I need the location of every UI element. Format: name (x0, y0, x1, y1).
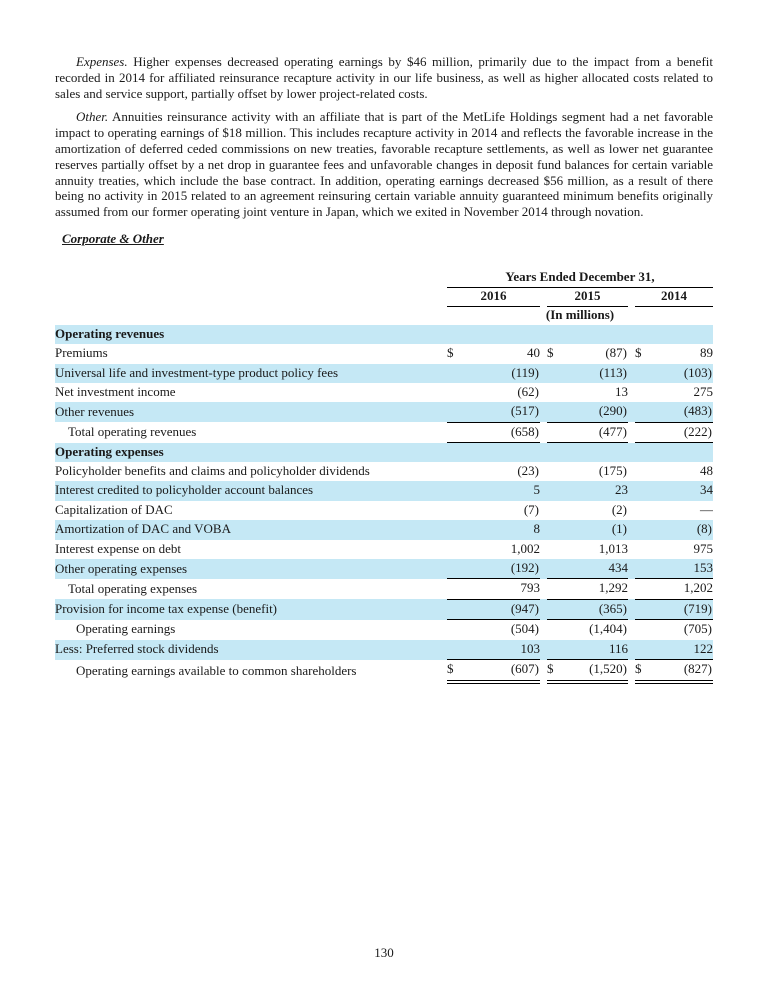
table-row: Other operating expenses (192) 434 153 (55, 559, 713, 579)
paragraph-expenses (55, 54, 713, 101)
column-header-2014: 2014 (635, 287, 713, 306)
section-heading: Corporate & Other (62, 230, 164, 246)
dollar-sign: $ (447, 345, 454, 361)
table-header-units-row (55, 306, 713, 324)
paragraph-lead-word: Other. (76, 109, 109, 125)
column-header-2015: 2015 (547, 287, 628, 306)
table-row: Interest expense on debt 1,002 1,013 975 (55, 540, 713, 556)
table-header-title-row (55, 269, 713, 287)
table-header-years-row (55, 287, 713, 306)
table-row: Universal life and investment-type product policy fees (119) (113) (103) (55, 364, 713, 383)
table-row: Operating revenues (55, 325, 713, 344)
table-row-total: Total operating expenses 793 1,292 1,202 (55, 579, 713, 599)
page-number: 130 (374, 945, 394, 960)
dollar-sign: $ (447, 660, 469, 682)
table-row: Operating earnings (504) (1,404) (705) (76, 621, 712, 637)
paragraph-other (55, 109, 713, 220)
dollar-sign: $ (547, 660, 567, 682)
paragraph-text: Annuities reinsurance activity with an affiliate that is part of the MetLife Holdings segment had a net favorable impact to operating earnings of $18 million. This includes recapture activity in 2014 and reflects the favorable increase in the amortization of deferred ceded commissions on new treaties, favorable recapture settlements, as well as lower net guarantee reserves partially offset by a net drop in guarantee fees and unfavorable changes in deposit fund balances for certain variable annuity treaties, which include the base contract. In addition, operating earnings decreased $56 million, as a result of there being no activity in 2015 related to an agreement reinsuring certain variable annuity guaranteed minimum benefits originally assumed from our former operating joint venture in Japan, which we exited in November 2014 through novation. (55, 109, 713, 220)
financial-table (55, 269, 713, 684)
table-row: Net investment income (62) 13 275 (55, 383, 713, 399)
table-units-label: (In millions) (545, 306, 615, 322)
table-row: Operating expenses (55, 443, 713, 462)
table-header-title: Years Ended December 31, (447, 269, 713, 287)
dollar-sign: $ (635, 345, 642, 361)
table-row: Less: Preferred stock dividends 103 116 122 (55, 640, 713, 660)
table-row: Amortization of DAC and VOBA 8 (1) (8) (55, 520, 713, 539)
table-row: Other revenues (517) (290) (483) (55, 402, 713, 422)
table-row-grand-total: Operating earnings available to common shareholders $ (607) $ (1,520) $ (827) (55, 660, 713, 682)
dollar-sign: $ (547, 345, 554, 361)
paragraph-text: Higher expenses decreased operating earnings by $46 million, primarily due to the impact from a benefit recorded in 2014 for affiliated reinsurance recapture activity in our life business, as well as higher allocated costs related to sales and service support, partially offset by lower project-related costs. (55, 54, 713, 101)
table-row: Policyholder benefits and claims and policyholder dividends (23) (175) 48 (55, 463, 713, 479)
table-row: Capitalization of DAC (7) (2) — (55, 501, 713, 517)
table-row-total: Total operating revenues (658) (477) (222) (55, 422, 713, 442)
paragraph-lead-word: Expenses. (76, 54, 128, 69)
dollar-sign: $ (635, 660, 653, 682)
table-row: Provision for income tax expense (benefit) (947) (365) (719) (55, 599, 713, 619)
table-row: Interest credited to policyholder account balances 5 23 34 (55, 481, 713, 500)
table-row: Premiums $ 40 $ (87) $ 89 (55, 344, 713, 363)
column-header-2016: 2016 (447, 287, 540, 306)
